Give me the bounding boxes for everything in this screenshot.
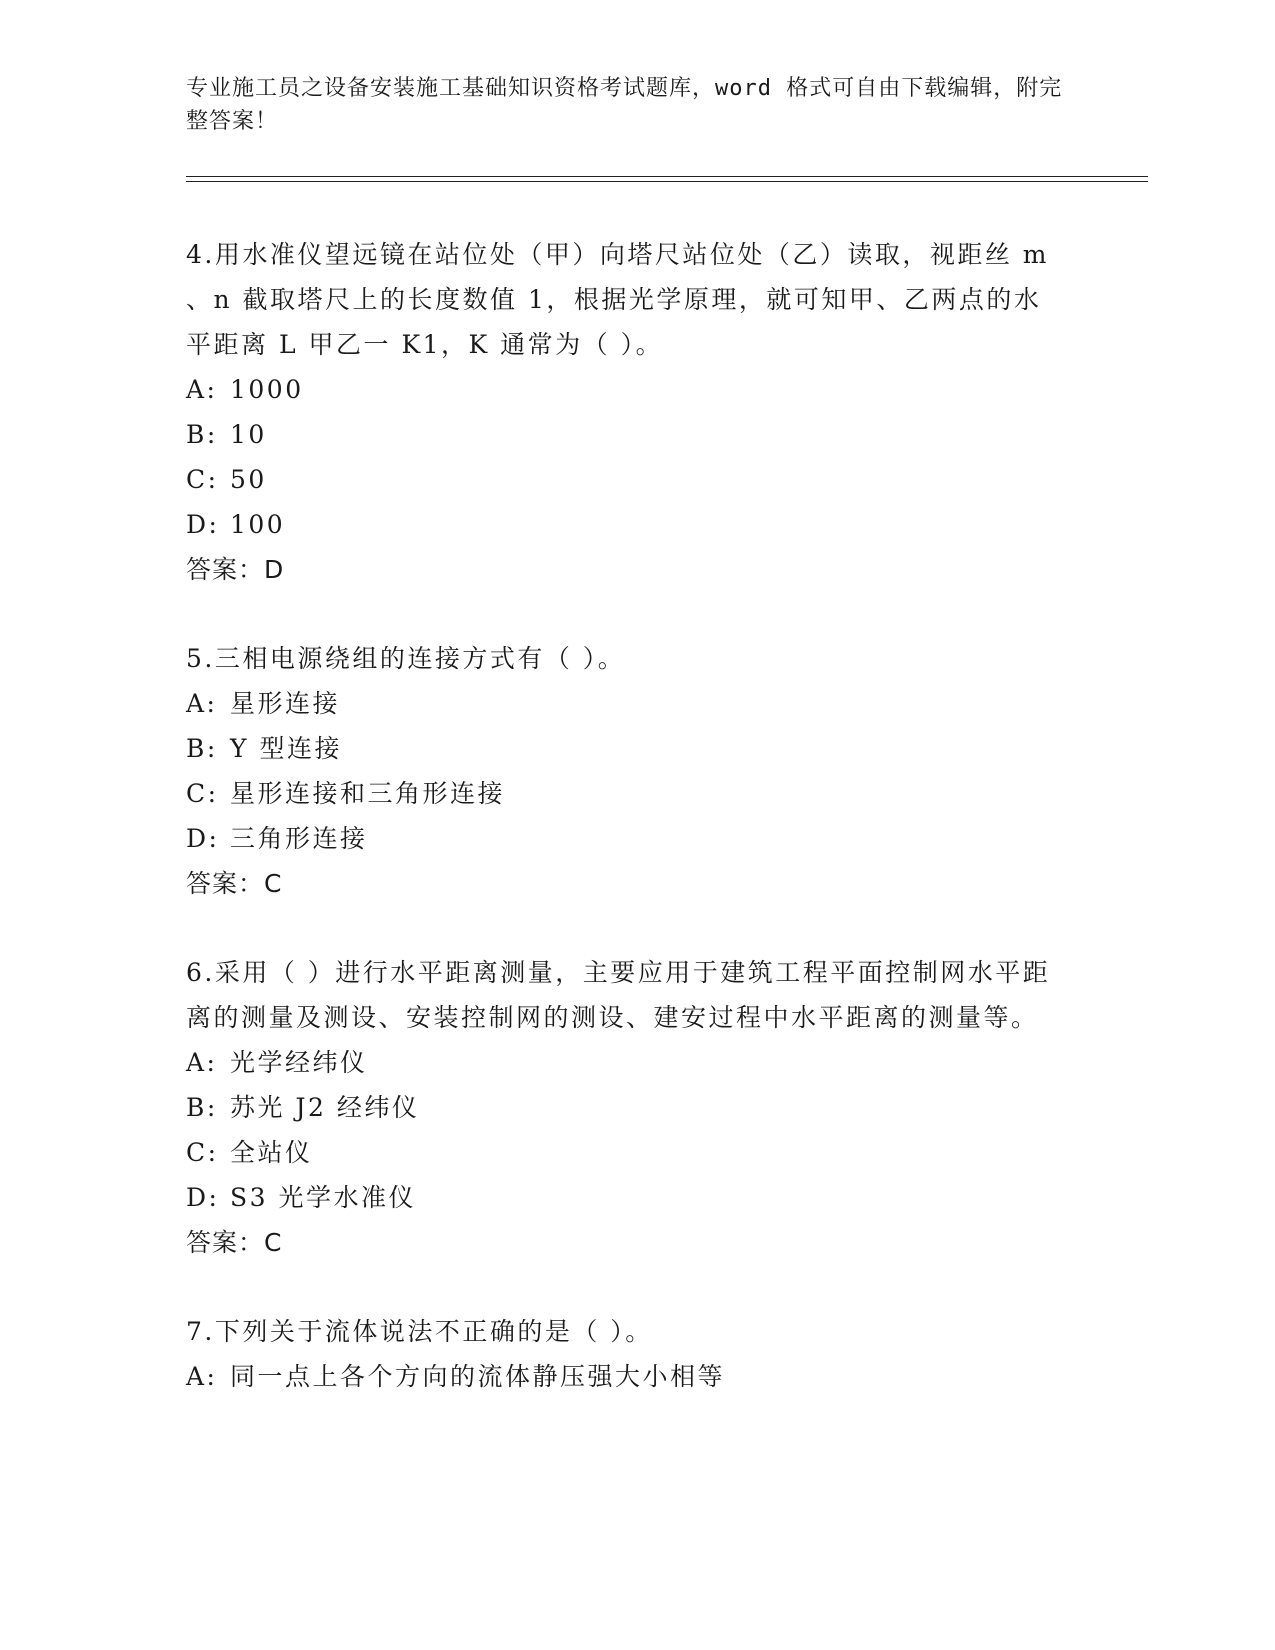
option-text: 1000 bbox=[230, 375, 304, 404]
option-letter: B: bbox=[186, 1093, 218, 1122]
question-5 bbox=[186, 636, 1086, 906]
answer-line: 答案：D bbox=[186, 555, 285, 584]
option-a bbox=[186, 367, 1086, 412]
option-b bbox=[186, 1085, 1086, 1130]
question-7 bbox=[186, 1309, 1086, 1399]
option-letter: D: bbox=[186, 1183, 220, 1212]
document-header: 专业施工员之设备安装施工基础知识资格考试题库，word 格式可自由下载编辑，附完整答案！ bbox=[186, 76, 1063, 134]
question-4 bbox=[186, 232, 1086, 592]
header-divider-top bbox=[186, 176, 1148, 177]
option-a bbox=[186, 681, 1086, 726]
option-letter: C: bbox=[186, 465, 219, 494]
option-text: 50 bbox=[230, 465, 267, 494]
answer-line: 答案：C bbox=[186, 869, 283, 898]
question-stem: 7.下列关于流体说法不正确的是（ ）。 bbox=[186, 1317, 653, 1346]
option-a bbox=[186, 1040, 1086, 1085]
option-text: 100 bbox=[230, 510, 286, 539]
option-c bbox=[186, 457, 1086, 502]
question-list bbox=[186, 232, 1086, 1443]
option-text: 全站仪 bbox=[230, 1138, 313, 1167]
option-letter: D: bbox=[186, 824, 220, 853]
option-text: 星形连接 bbox=[230, 689, 341, 718]
option-letter: B: bbox=[186, 734, 218, 763]
answer-line: 答案：C bbox=[186, 1228, 283, 1257]
option-letter: B: bbox=[186, 420, 218, 449]
option-text: 光学经纬仪 bbox=[230, 1048, 368, 1077]
header-divider-bottom bbox=[186, 181, 1148, 182]
option-letter: A: bbox=[186, 689, 218, 718]
option-letter: A: bbox=[186, 1048, 218, 1077]
question-6 bbox=[186, 950, 1086, 1265]
option-b bbox=[186, 412, 1086, 457]
option-letter: C: bbox=[186, 779, 219, 808]
option-text: 苏光 J2 经纬仪 bbox=[230, 1093, 420, 1122]
option-d bbox=[186, 1175, 1086, 1220]
option-d bbox=[186, 816, 1086, 861]
option-text: 10 bbox=[230, 420, 267, 449]
question-stem: 5.三相电源绕组的连接方式有（ ）。 bbox=[186, 644, 626, 673]
option-text: 同一点上各个方向的流体静压强大小相等 bbox=[230, 1362, 726, 1391]
option-letter: C: bbox=[186, 1138, 219, 1167]
option-c bbox=[186, 771, 1086, 816]
question-stem: 6.采用（ ）进行水平距离测量，主要应用于建筑工程平面控制网水平距离的测量及测设、安装控制网的测设、建安过程中水平距离的测量等。 bbox=[186, 958, 1051, 1032]
option-text: 星形连接和三角形连接 bbox=[230, 779, 506, 808]
option-b bbox=[186, 726, 1086, 771]
option-letter: D: bbox=[186, 510, 220, 539]
option-c bbox=[186, 1130, 1086, 1175]
option-text: Y 型连接 bbox=[230, 734, 342, 763]
option-text: 三角形连接 bbox=[230, 824, 368, 853]
option-letter: A: bbox=[186, 375, 218, 404]
option-letter: A: bbox=[186, 1362, 218, 1391]
option-a bbox=[186, 1354, 1086, 1399]
question-stem: 4.用水准仪望远镜在站位处（甲）向塔尺站位处（乙）读取，视距丝 m 、n 截取塔尺上的长度数值 1，根据光学原理，就可知甲、乙两点的水平距离 L 甲乙一 K1，K 通常为（ ）。 bbox=[186, 240, 1050, 359]
option-text: S3 光学水准仪 bbox=[230, 1183, 416, 1212]
option-d bbox=[186, 502, 1086, 547]
